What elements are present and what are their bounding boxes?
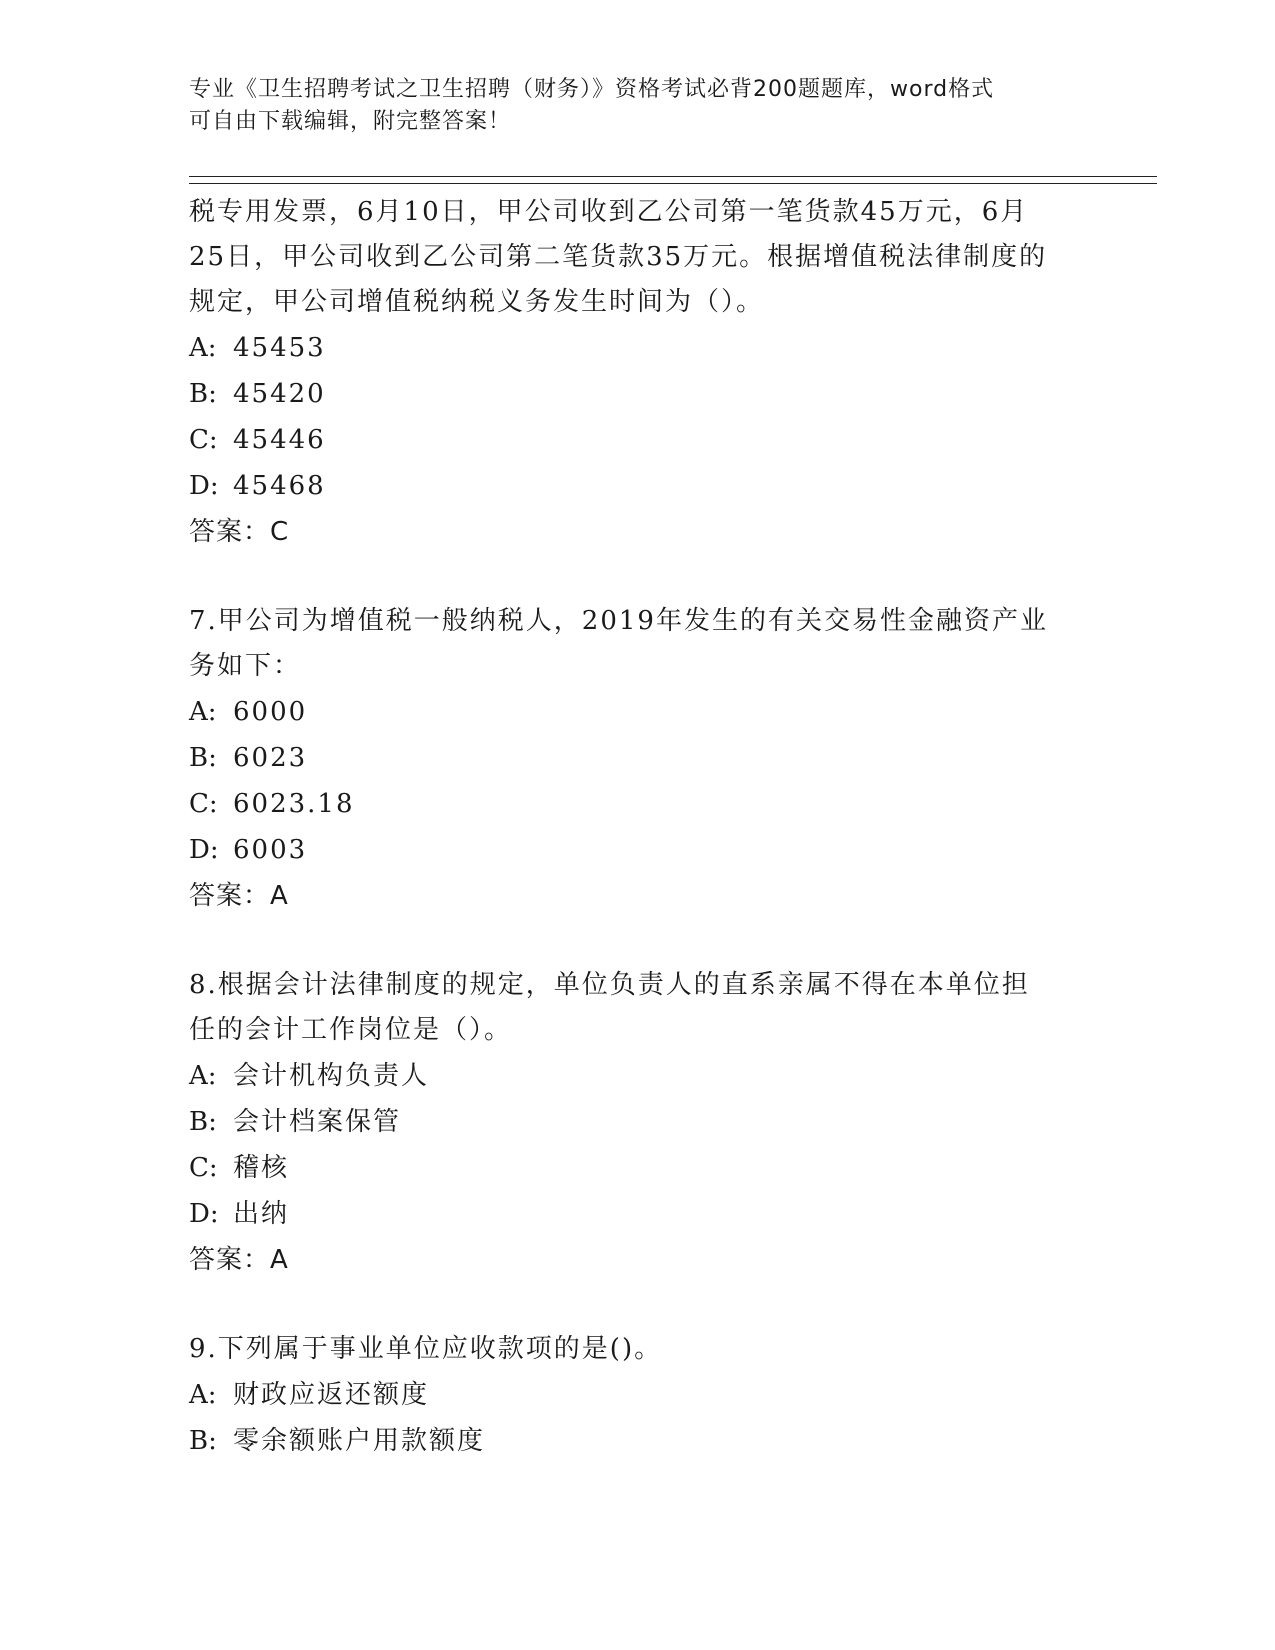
answer-line: 答案：A bbox=[189, 1245, 289, 1275]
option-text: 6003 bbox=[233, 835, 308, 865]
question-block bbox=[189, 1327, 1089, 1464]
option-text: 45468 bbox=[233, 471, 326, 501]
option-text: 6023 bbox=[233, 743, 308, 773]
option-letter: C: bbox=[189, 1153, 218, 1183]
option-text: 稽核 bbox=[233, 1153, 290, 1183]
question-text-line: 7.甲公司为增值税一般纳税人，2019年发生的有关交易性金融资产业 bbox=[189, 606, 1048, 636]
option-d bbox=[189, 827, 1089, 873]
option-a bbox=[189, 1372, 1089, 1418]
option-text: 45420 bbox=[233, 379, 326, 409]
page-header bbox=[189, 74, 1069, 138]
header-line-1: 专业《卫生招聘考试之卫生招聘（财务）》资格考试必背200题题库，word格式 bbox=[189, 77, 995, 102]
question-text-line: 8.根据会计法律制度的规定，单位负责人的直系亲属不得在本单位担 bbox=[189, 970, 1030, 1000]
header-rule-bottom bbox=[189, 183, 1157, 184]
option-letter: D: bbox=[189, 1199, 219, 1229]
option-d bbox=[189, 463, 1089, 509]
question-text-line: 9.下列属于事业单位应收款项的是()。 bbox=[189, 1334, 663, 1364]
option-letter: C: bbox=[189, 789, 218, 819]
question-spacer bbox=[189, 555, 1089, 599]
option-text: 会计档案保管 bbox=[233, 1107, 402, 1137]
option-b bbox=[189, 371, 1089, 417]
option-letter: B: bbox=[189, 1426, 217, 1456]
option-c bbox=[189, 781, 1089, 827]
option-text: 45453 bbox=[233, 333, 326, 363]
option-letter: A: bbox=[189, 1380, 217, 1410]
option-letter: A: bbox=[189, 333, 217, 363]
header-rule-top bbox=[189, 176, 1157, 177]
option-text: 6000 bbox=[233, 697, 308, 727]
option-letter: C: bbox=[189, 425, 218, 455]
option-a bbox=[189, 1053, 1089, 1099]
option-letter: D: bbox=[189, 835, 219, 865]
question-block bbox=[189, 599, 1089, 919]
option-a bbox=[189, 689, 1089, 735]
option-text: 财政应返还额度 bbox=[233, 1380, 430, 1410]
option-letter: B: bbox=[189, 743, 217, 773]
option-c bbox=[189, 417, 1089, 463]
question-text-line: 25日，甲公司收到乙公司第二笔货款35万元。根据增值税法律制度的 bbox=[189, 242, 1048, 272]
option-b bbox=[189, 1099, 1089, 1145]
option-text: 零余额账户用款额度 bbox=[233, 1426, 486, 1456]
option-b bbox=[189, 735, 1089, 781]
option-text: 出纳 bbox=[233, 1199, 290, 1229]
option-text: 45446 bbox=[233, 425, 326, 455]
question-block bbox=[189, 190, 1089, 555]
option-letter: A: bbox=[189, 697, 217, 727]
question-text-line: 务如下： bbox=[189, 651, 302, 681]
question-text-line: 任的会计工作岗位是（）。 bbox=[189, 1015, 513, 1045]
option-a bbox=[189, 325, 1089, 371]
question-text-line: 税专用发票，6月10日，甲公司收到乙公司第一笔货款45万元，6月 bbox=[189, 197, 1029, 227]
question-spacer bbox=[189, 919, 1089, 963]
option-text: 会计机构负责人 bbox=[233, 1061, 430, 1091]
question-text-line: 规定，甲公司增值税纳税义务发生时间为（）。 bbox=[189, 287, 765, 317]
header-line-2: 可自由下载编辑，附完整答案！ bbox=[189, 109, 512, 134]
option-b bbox=[189, 1418, 1089, 1464]
question-list bbox=[189, 190, 1089, 1464]
option-letter: A: bbox=[189, 1061, 217, 1091]
option-letter: B: bbox=[189, 379, 217, 409]
question-spacer bbox=[189, 1283, 1089, 1327]
option-text: 6023.18 bbox=[233, 789, 355, 819]
option-c bbox=[189, 1145, 1089, 1191]
question-block bbox=[189, 963, 1089, 1283]
answer-line: 答案：A bbox=[189, 881, 289, 911]
option-letter: B: bbox=[189, 1107, 217, 1137]
option-letter: D: bbox=[189, 471, 219, 501]
option-d bbox=[189, 1191, 1089, 1237]
answer-line: 答案：C bbox=[189, 517, 290, 547]
